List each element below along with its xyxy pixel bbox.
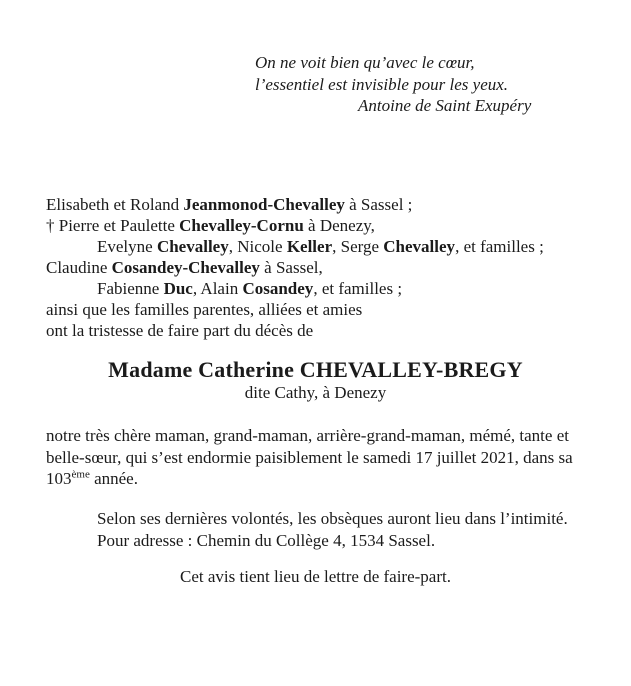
age-number: 103 bbox=[46, 469, 72, 488]
family-text: Elisabeth et Roland bbox=[46, 195, 184, 214]
family-line bbox=[46, 215, 544, 236]
family-line bbox=[46, 320, 544, 341]
cross-icon: † bbox=[46, 216, 59, 235]
quote-line-2: l’essentiel est invisible pour les yeux. bbox=[255, 74, 509, 94]
closing-line: Cet avis tient lieu de lettre de faire-part. bbox=[180, 567, 451, 586]
family-name: Chevalley-Cornu bbox=[179, 216, 304, 235]
family-text: , et familles ; bbox=[455, 237, 544, 256]
deceased-name: Madame Catherine CHEVALLEY-BREGY bbox=[108, 357, 523, 382]
family-text: Evelyne bbox=[97, 237, 157, 256]
paragraph-line-3 bbox=[46, 468, 573, 490]
family-name: Keller bbox=[286, 237, 333, 256]
family-text: à Denezy, bbox=[303, 216, 375, 235]
family-text: ont la tristesse de faire part du décès de bbox=[46, 321, 314, 340]
family-text: , Nicole bbox=[228, 237, 287, 256]
quote-line-1: On ne voit bien qu’avec le cœur, bbox=[255, 53, 475, 72]
family-name: Chevalley bbox=[383, 237, 456, 256]
quote-attribution: Antoine de Saint Exupéry bbox=[358, 96, 532, 115]
funeral-line-2: Pour adresse : Chemin du Collège 4, 1534 Sassel. bbox=[97, 530, 436, 550]
deceased-subtitle: dite Cathy, à Denezy bbox=[244, 383, 387, 402]
funeral-line-1: Selon ses dernières volontés, les obsèques auront lieu dans l’intimité. bbox=[97, 509, 568, 528]
family-line bbox=[97, 236, 544, 257]
main-paragraph bbox=[46, 425, 573, 490]
family-text: , Alain bbox=[192, 279, 243, 298]
ordinal-superscript: ème bbox=[71, 468, 90, 481]
family-name: Jeanmonod-Chevalley bbox=[183, 195, 345, 214]
family-name: Chevalley bbox=[156, 237, 229, 256]
family-line bbox=[46, 299, 544, 320]
family-text: , Serge bbox=[332, 237, 384, 256]
age-suffix: année. bbox=[89, 469, 138, 488]
family-text: à Sassel ; bbox=[344, 195, 413, 214]
family-text: Claudine bbox=[46, 258, 112, 277]
family-list bbox=[46, 194, 544, 341]
announcement-block bbox=[46, 356, 585, 402]
family-name: Duc bbox=[163, 279, 193, 298]
family-text: ainsi que les familles parentes, alliées et amies bbox=[46, 300, 363, 319]
family-line bbox=[97, 278, 544, 299]
family-line bbox=[46, 194, 544, 215]
paragraph-line-2: belle-sœur, qui s’est endormie paisiblement le samedi 17 juillet 2021, dans sa bbox=[46, 447, 573, 467]
paragraph-line-1: notre très chère maman, grand-maman, arrière-grand-maman, mémé, tante et bbox=[46, 426, 569, 445]
family-name: Cosandey bbox=[242, 279, 314, 298]
family-text: Fabienne bbox=[97, 279, 164, 298]
family-name: Cosandey-Chevalley bbox=[111, 258, 260, 277]
family-text: Pierre et Paulette bbox=[58, 216, 180, 235]
family-text: à Sassel, bbox=[259, 258, 323, 277]
family-text: , et familles ; bbox=[313, 279, 403, 298]
quote-block bbox=[255, 52, 531, 117]
family-line bbox=[46, 257, 544, 278]
funeral-info bbox=[97, 508, 568, 551]
